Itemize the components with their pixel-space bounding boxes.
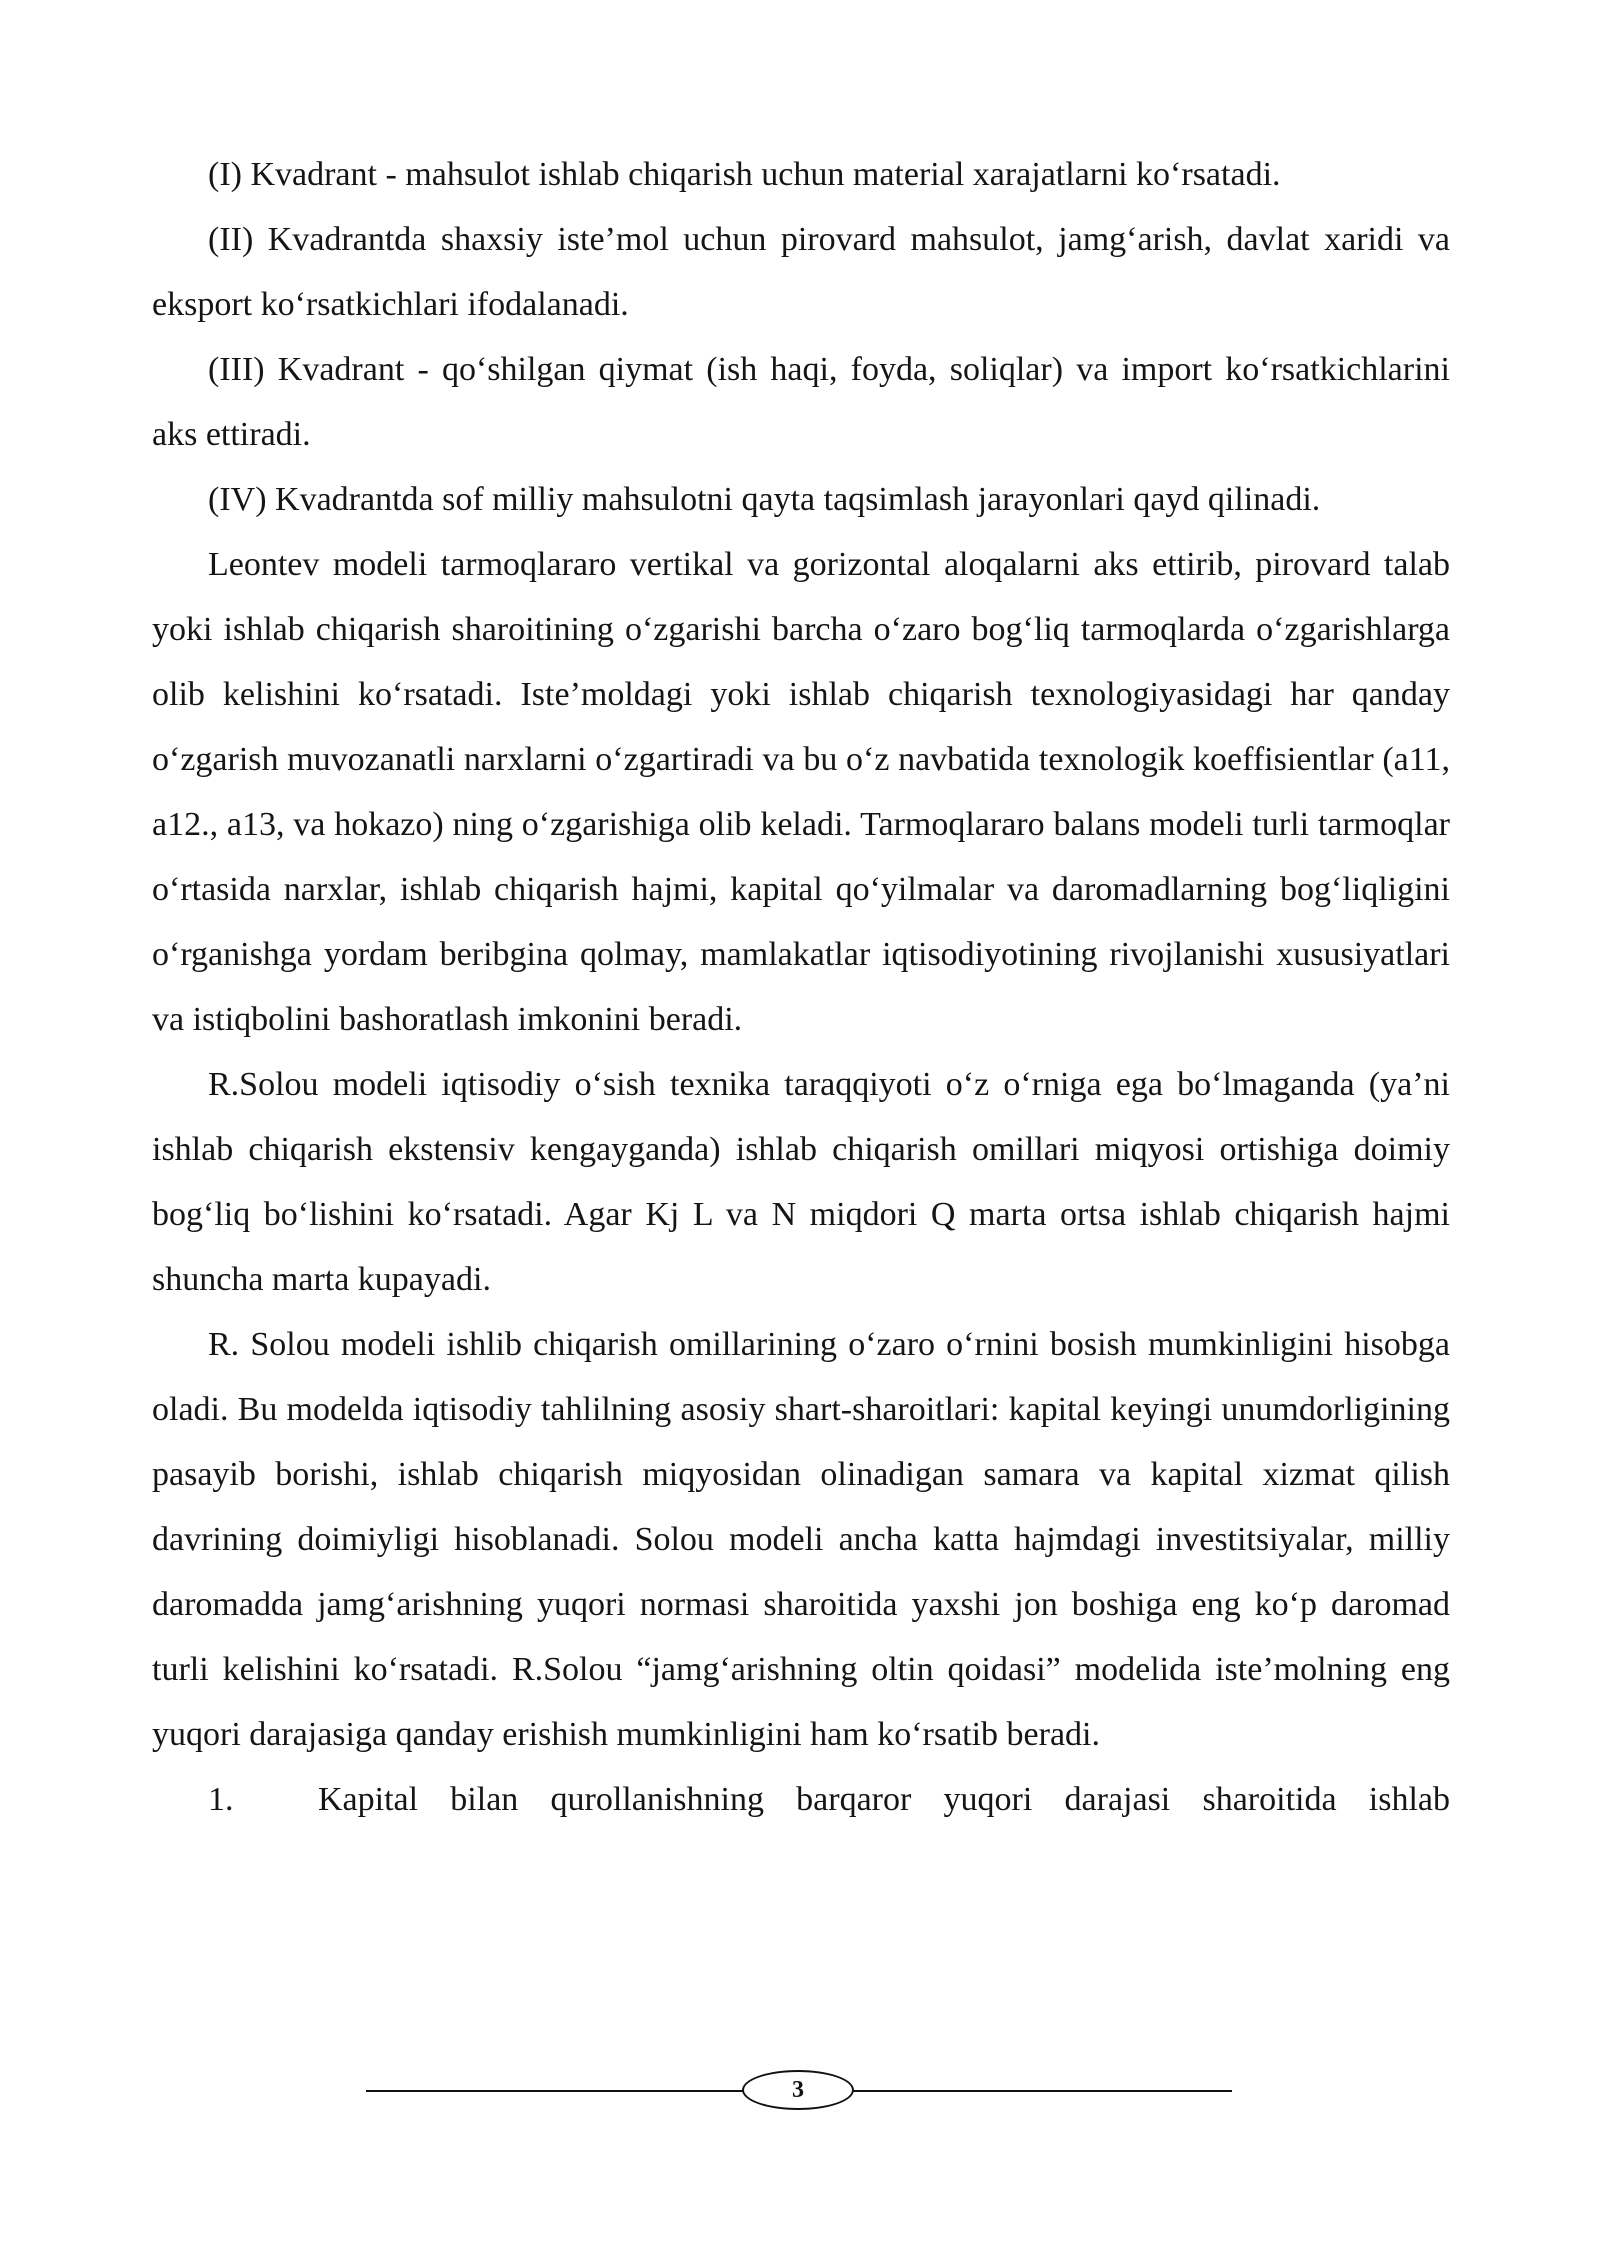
paragraph-solou-model-factors: R. Solou modeli ishlib chiqarish omillarining o‘zaro o‘rnini bosish mumkinligini hisobga oladi. Bu modelda iqtisodiy tahlilning asosiy shart-sharoitlari: kapital keyingi unumdorligining pasayib borishi, ishlab chiqarish miqyosidan olinadigan samara va kapital xizmat qilish davrining doimiyligi hisoblanadi. Solou modeli ancha katta hajmdagi investitsiyalar, milliy daromadda jamg‘arishning yuqori normasi sharoitida yaxshi jon boshiga eng ko‘p daromad turli kelishini ko‘rsatadi. R.Solou “jamg‘arishning oltin qoidasi” modelida iste’molning eng yuqori darajasiga qanday erishish mumkinligini ham ko‘rsatib beradi. bbox=[152, 1326, 1450, 1753]
paragraph-quadrant-2: (II) Kvadrantda shaxsiy iste’mol uchun pirovard mahsulot, jamg‘arish, davlat xaridi va eksport ko‘rsatkichlari ifodalanadi. bbox=[152, 221, 1450, 323]
body-text bbox=[152, 142, 1450, 1832]
list-item-text: Kapital bilan qurollanishning barqaror yuqori darajasi sharoitida ishlab bbox=[318, 1781, 1450, 1818]
paragraph-solou-model-growth: R.Solou modeli iqtisodiy o‘sish texnika taraqqiyoti o‘z o‘rniga ega bo‘lmaganda (ya’ni ishlab chiqarish ekstensiv kengayganda) ishlab chiqarish omillari miqyosi ortishiga doimiy bog‘liq bo‘lishini ko‘rsatadi. Agar Kj L va N miqdori Q marta ortsa ishlab chiqarish hajmi shuncha marta kupayadi. bbox=[152, 1066, 1450, 1298]
paragraph-quadrant-1: (I) Kvadrant - mahsulot ishlab chiqarish uchun material xarajatlarni ko‘rsatadi. bbox=[208, 156, 1281, 193]
list-item-number: 1. bbox=[208, 1781, 234, 1818]
page-number-badge bbox=[742, 2070, 854, 2110]
numbered-list-item bbox=[152, 1767, 1450, 1832]
paragraph-quadrant-3: (III) Kvadrant - qo‘shilgan qiymat (ish haqi, foyda, soliqlar) va import ko‘rsatkichlarini aks ettiradi. bbox=[152, 351, 1450, 453]
footer-rule-left bbox=[366, 2090, 746, 2092]
paragraph-quadrant-4: (IV) Kvadrantda sof milliy mahsulotni qayta taqsimlash jarayonlari qayd qilinadi. bbox=[208, 481, 1321, 518]
page-number: 3 bbox=[792, 2076, 804, 2103]
footer-rule-right bbox=[852, 2090, 1232, 2092]
paragraph-leontev-model: Leontev modeli tarmoqlararo vertikal va gorizontal aloqalarni aks ettirib, pirovard talab yoki ishlab chiqarish sharoitining o‘zgarishi barcha o‘zaro bog‘liq tarmoqlarda o‘zgarishlarga olib kelishini ko‘rsatadi. Iste’moldagi yoki ishlab chiqarish texnologiyasidagi har qanday o‘zgarish muvozanatli narxlarni o‘zgartiradi va bu o‘z navbatida texnologik koeffisientlar (a11, a12., a13, va hokazo) ning o‘zgarishiga olib keladi. Tarmoqlararo balans modeli turli tarmoqlar o‘rtasida narxlar, ishlab chiqarish hajmi, kapital qo‘yilmalar va daromadlarning bog‘liqligini o‘rganishga yordam beribgina qolmay, mamlakatlar iqtisodiyotining rivojlanishi xususiyatlari va istiqbolini bashoratlash imkonini beradi. bbox=[152, 546, 1450, 1038]
